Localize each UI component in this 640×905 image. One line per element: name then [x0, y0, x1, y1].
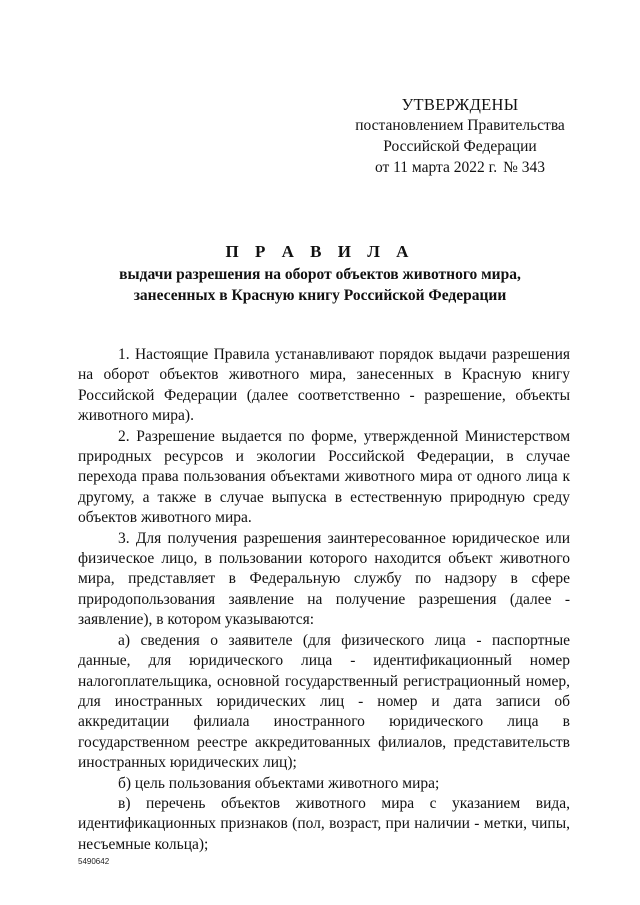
- approval-line-1: постановлением Правительства: [355, 117, 565, 134]
- document-code: 5490642: [78, 857, 110, 866]
- approval-date: от 11 марта 2022 г.: [374, 159, 498, 176]
- paragraph-3c: в) перечень объектов животного мира с указанием вида, идентификационных признаков (пол, возраст, при наличии - метки, чипы, несъемные кольца);: [78, 794, 570, 853]
- approval-number: № 343: [503, 159, 546, 176]
- paragraph-3a: а) сведения о заявителе (для физического лица - паспортные данные, для юридического лица - идентификационный номер налогоплательщика, основной государственный регистрационный номер, для иностранных юридических лиц - номер и дата записи об аккредитации филиала иностранного юридического лица в государственном реестре аккредитованных филиалов, представительств иностранных юридических лиц);: [78, 631, 570, 772]
- approval-line-2: Российской Федерации: [383, 138, 537, 155]
- paragraph-3: 3. Для получения разрешения заинтересованное юридическое или физическое лицо, в пользовании которого находится объект животного мира, представляет в Федеральную службу по надзору в сфере природопользования заявление на получение разрешения (далее - заявление), в котором указываются:: [78, 529, 570, 629]
- document-body: [78, 345, 570, 855]
- document-title: П Р А В И Л А: [225, 242, 415, 261]
- paragraph-2: 2. Разрешение выдается по форме, утвержденной Министерством природных ресурсов и экологии Российской Федерации, в случае перехода права пользования объектами животного мира от одного лица к другому, а также в случае выпуска в естественную природную среду объектов животного мира.: [78, 427, 570, 527]
- paragraph-1: 1. Настоящие Правила устанавливают порядок выдачи разрешения на оборот объектов животного мира, занесенных в Красную книгу Российской Федерации (далее соответственно - разрешение, объекты животного мира).: [78, 346, 570, 425]
- document-subtitle: [90, 264, 550, 306]
- paragraph-3b: б) цель пользования объектами животного мира;: [118, 774, 440, 792]
- subtitle-line-2: занесенных в Красную книгу Российской Федерации: [133, 287, 507, 304]
- approval-block: [330, 94, 590, 178]
- subtitle-line-1: выдачи разрешения на оборот объектов животного мира,: [119, 266, 521, 283]
- approval-title: УТВЕРЖДЕНЫ: [401, 95, 519, 114]
- approval-date-line: [330, 157, 590, 178]
